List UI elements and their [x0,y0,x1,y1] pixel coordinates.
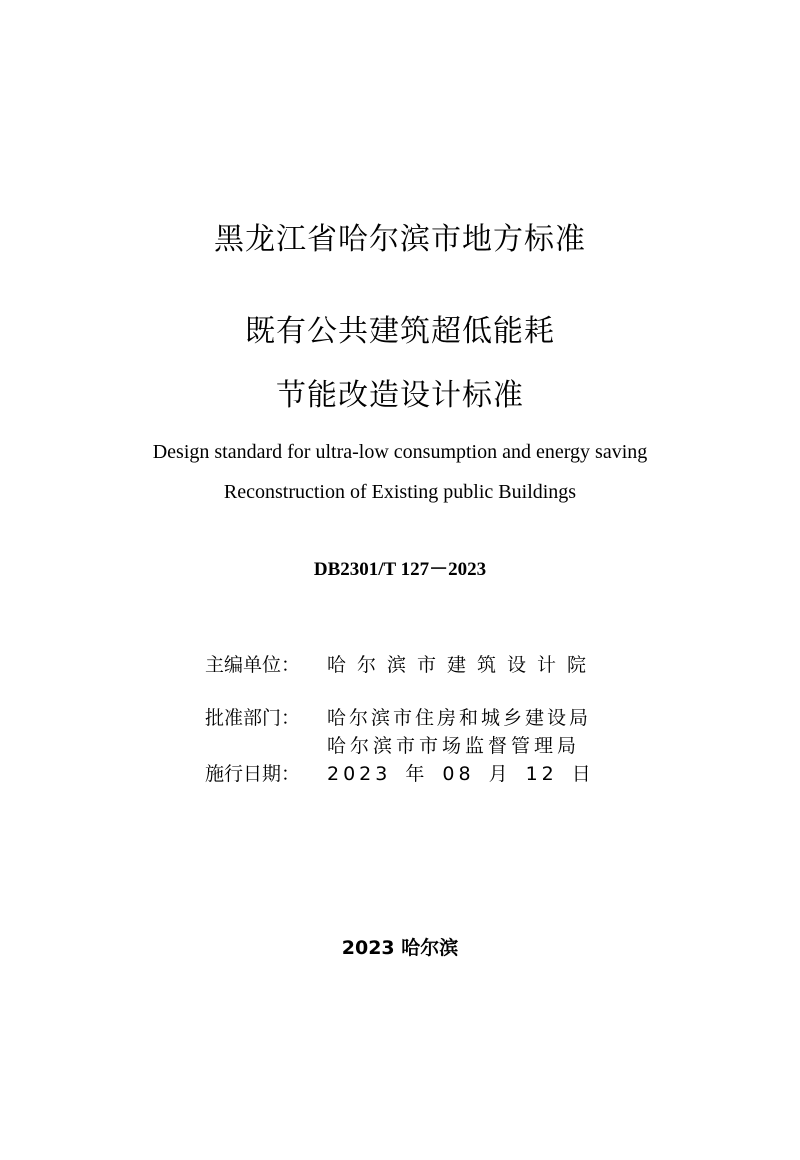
approver-row-2 [205,733,580,759]
date-day-unit: 日 [571,763,595,785]
approver-value-1: 哈尔滨市住房和城乡建设局 [327,707,592,729]
editor-row [205,652,597,678]
standard-number: DB2301/T 127－2023 [313,559,487,580]
effective-date-row [205,761,595,787]
approver-row [205,705,591,731]
approver-label: 批准部门： [205,707,301,729]
date-year-unit: 年 [405,763,429,785]
local-standard-title: 黑龙江省哈尔滨市地方标准 [214,222,586,257]
date-day: 12 [525,763,558,785]
date-value [327,761,595,787]
chinese-title-line-2: 节能改造设计标准 [276,378,524,413]
date-label: 施行日期： [205,763,301,785]
english-title-line-2: Reconstruction of Existing public Buildings [223,481,577,503]
date-month: 08 [442,763,475,785]
date-month-unit: 月 [488,763,512,785]
date-year: 2023 [327,763,392,785]
footer-year-place: 2023 哈尔滨 [341,937,459,959]
editor-label: 主编单位： [205,654,301,676]
approver-value-2: 哈尔滨市市场监督管理局 [327,735,581,757]
editor-value: 哈尔滨市建筑设计院 [327,654,598,676]
chinese-title-line-1: 既有公共建筑超低能耗 [245,314,555,349]
english-title-line-1: Design standard for ultra-low consumption and energy saving [152,441,648,463]
